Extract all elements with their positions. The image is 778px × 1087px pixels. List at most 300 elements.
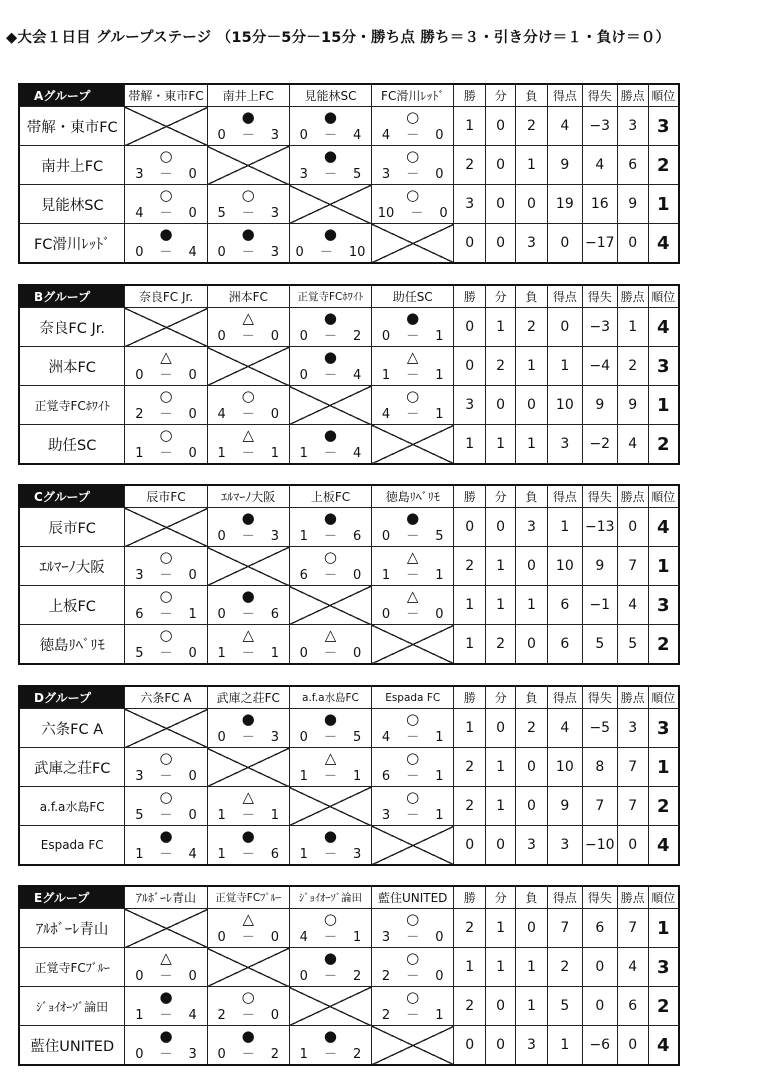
stat-header: 得失 xyxy=(582,285,617,308)
stat-value: 9 xyxy=(547,787,582,826)
stat-header: 順位 xyxy=(648,84,679,107)
column-team-name: 六条FC A xyxy=(125,686,207,709)
stat-value: 2 xyxy=(454,547,486,586)
match-score xyxy=(125,769,206,784)
score-dash: － xyxy=(241,1008,255,1023)
match-score xyxy=(208,930,289,945)
match-score xyxy=(208,128,289,143)
match-result xyxy=(372,308,454,347)
goals-for: 4 xyxy=(381,128,391,143)
score-dash: － xyxy=(319,245,333,260)
stat-value: −3 xyxy=(582,308,617,347)
score-dash: － xyxy=(406,167,420,182)
match-result xyxy=(207,425,289,465)
match-score xyxy=(208,329,289,344)
stat-value: 6 xyxy=(617,146,648,185)
score-dash: － xyxy=(406,607,420,622)
result-mark: △ xyxy=(242,426,254,444)
column-team-name: 奈良FC Jr. xyxy=(125,285,207,308)
match-score xyxy=(290,245,371,260)
goals-against: 1 xyxy=(352,769,362,784)
match-result xyxy=(207,1026,289,1066)
match-result xyxy=(372,508,454,547)
goals-for: 1 xyxy=(299,769,308,784)
self-match-cell xyxy=(289,787,371,826)
result-mark: ○ xyxy=(323,910,337,928)
stat-header: 分 xyxy=(486,84,516,107)
goals-against: 0 xyxy=(435,167,444,182)
match-score xyxy=(372,167,453,182)
row-team-name: 六条FC A xyxy=(19,709,125,748)
score-dash: － xyxy=(323,128,337,143)
column-team-name: ｴﾙﾏｰﾉ大阪 xyxy=(207,485,289,508)
match-score xyxy=(125,368,206,383)
goals-against: 5 xyxy=(352,167,362,182)
goals-for: 0 xyxy=(135,368,144,383)
result-mark: ● xyxy=(323,147,337,165)
stat-value: 0 xyxy=(454,1026,486,1066)
goals-against: 5 xyxy=(435,529,444,544)
goals-for: 3 xyxy=(381,167,391,182)
match-result xyxy=(289,1026,371,1066)
goals-against: 4 xyxy=(352,368,362,383)
goals-for: 0 xyxy=(381,529,391,544)
stat-header: 勝点 xyxy=(617,285,648,308)
goals-against: 4 xyxy=(352,446,362,461)
stat-value: 7 xyxy=(582,787,617,826)
match-score xyxy=(208,1047,289,1062)
goals-against: 0 xyxy=(188,568,197,583)
match-result xyxy=(289,146,371,185)
column-team-name: 正覚寺FCﾎﾜｲﾄ xyxy=(289,285,371,308)
stat-value: 0 xyxy=(486,386,516,425)
match-score xyxy=(125,607,206,622)
stat-value: 1 xyxy=(515,146,547,185)
stat-value: 0 xyxy=(582,987,617,1026)
score-dash: － xyxy=(323,446,337,461)
goals-against: 4 xyxy=(188,245,197,260)
result-mark: ○ xyxy=(159,587,173,605)
match-cell xyxy=(208,185,289,223)
group-table xyxy=(18,484,680,665)
match-result xyxy=(289,107,371,146)
match-score xyxy=(125,847,206,862)
rank-value: 2 xyxy=(648,787,679,826)
match-result xyxy=(207,909,289,948)
match-score xyxy=(125,568,206,583)
goals-against: 0 xyxy=(352,568,362,583)
match-score xyxy=(125,167,206,182)
goals-against: 1 xyxy=(435,769,444,784)
match-cell xyxy=(290,625,371,663)
match-result xyxy=(125,347,207,386)
goals-for: 3 xyxy=(135,167,144,182)
stat-value: 7 xyxy=(547,909,582,948)
goals-against: 0 xyxy=(270,329,280,344)
stat-header: 得失 xyxy=(582,84,617,107)
match-cell xyxy=(372,185,453,223)
header-row xyxy=(19,485,679,508)
rank-value: 3 xyxy=(648,347,679,386)
result-mark: △ xyxy=(406,587,419,605)
score-dash: － xyxy=(159,847,173,862)
goals-against: 0 xyxy=(435,128,444,143)
stat-value: 0 xyxy=(486,709,516,748)
score-dash: － xyxy=(159,808,173,823)
stat-value: 1 xyxy=(486,308,516,347)
match-score xyxy=(125,1047,206,1062)
self-match-cell xyxy=(289,386,371,425)
stat-value: 0 xyxy=(515,748,547,787)
result-mark: ○ xyxy=(406,749,420,767)
row-team-name: Espada FC xyxy=(19,826,125,866)
stat-value: −2 xyxy=(582,425,617,465)
page-title: ◆大会１日目 グループステージ （15分－5分－15分・勝ち点 勝ち＝３・引き分け＝１・負け＝０） xyxy=(6,30,671,46)
table-row xyxy=(19,146,679,185)
match-cell xyxy=(372,586,453,624)
stat-value: 9 xyxy=(582,386,617,425)
self-match-cell xyxy=(372,625,454,665)
stat-value: 0 xyxy=(486,224,516,264)
result-mark: △ xyxy=(242,910,254,928)
self-match-cell xyxy=(207,547,289,586)
stat-header: 分 xyxy=(486,686,516,709)
self-match-cell xyxy=(207,748,289,787)
match-score xyxy=(290,329,371,344)
match-result xyxy=(289,347,371,386)
goals-for: 1 xyxy=(217,847,226,862)
stat-value: 4 xyxy=(617,586,648,625)
group-name: Aグループ xyxy=(19,84,125,107)
group-name: Dグループ xyxy=(19,686,125,709)
match-result xyxy=(289,948,371,987)
match-cell xyxy=(290,826,371,864)
match-result xyxy=(372,586,454,625)
stat-value: 2 xyxy=(454,909,486,948)
result-mark: ● xyxy=(406,309,420,327)
goals-for: 3 xyxy=(135,769,144,784)
table-row xyxy=(19,909,679,948)
stat-header: 得点 xyxy=(547,84,582,107)
stat-header: 得点 xyxy=(547,485,582,508)
result-mark: ● xyxy=(406,509,420,527)
match-cell xyxy=(290,748,371,786)
score-dash: － xyxy=(323,568,337,583)
match-score xyxy=(372,368,453,383)
goals-against: 1 xyxy=(435,568,444,583)
rank-value: 2 xyxy=(648,625,679,665)
match-cell xyxy=(372,146,453,184)
row-team-name: 辰市FC xyxy=(19,508,125,547)
score-dash: － xyxy=(406,1008,420,1023)
match-result xyxy=(289,224,371,264)
match-score xyxy=(372,206,453,221)
match-score xyxy=(125,407,206,422)
score-dash: － xyxy=(159,368,173,383)
match-score xyxy=(208,646,289,661)
goals-for: 0 xyxy=(217,329,226,344)
goals-for: 2 xyxy=(217,1008,226,1023)
stat-value: 0 xyxy=(486,146,516,185)
goals-for: 0 xyxy=(299,646,308,661)
match-score xyxy=(208,847,289,862)
score-dash: － xyxy=(241,607,255,622)
stat-header: 順位 xyxy=(648,485,679,508)
row-team-name: FC滑川ﾚｯﾄﾞ xyxy=(19,224,125,264)
match-cell xyxy=(290,224,371,262)
column-team-name: ｱﾙﾎﾞｰﾚ青山 xyxy=(125,886,207,909)
stat-value: 1 xyxy=(454,107,486,146)
column-team-name: 徳島ﾘﾍﾞﾘﾓ xyxy=(372,485,454,508)
result-mark: ● xyxy=(323,348,337,366)
stat-value: 19 xyxy=(547,185,582,224)
score-dash: － xyxy=(159,769,173,784)
goals-for: 1 xyxy=(217,446,226,461)
self-match-cell xyxy=(372,224,454,264)
match-result xyxy=(125,748,207,787)
goals-for: 0 xyxy=(217,245,226,260)
match-score xyxy=(125,808,206,823)
score-dash: － xyxy=(159,568,173,583)
stat-value: 4 xyxy=(617,425,648,465)
stat-value: 0 xyxy=(486,987,516,1026)
match-cell xyxy=(290,909,371,947)
result-mark: ○ xyxy=(406,788,420,806)
goals-against: 3 xyxy=(270,529,280,544)
row-team-name: ｼﾞｮｲｵｰｿﾞ論田 xyxy=(19,987,125,1026)
match-cell xyxy=(372,987,453,1025)
goals-for: 4 xyxy=(381,407,391,422)
table-row xyxy=(19,709,679,748)
score-dash: － xyxy=(323,969,337,984)
match-score xyxy=(290,1047,371,1062)
result-mark: △ xyxy=(406,548,419,566)
rank-value: 2 xyxy=(648,146,679,185)
stat-value: 2 xyxy=(547,948,582,987)
match-score xyxy=(290,368,371,383)
self-match-cell xyxy=(372,826,454,866)
stat-value: 6 xyxy=(617,987,648,1026)
group-table xyxy=(18,885,680,1066)
goals-for: 10 xyxy=(377,206,395,221)
stat-value: 3 xyxy=(547,826,582,866)
result-mark: ○ xyxy=(159,186,173,204)
score-dash: － xyxy=(323,930,337,945)
match-result xyxy=(125,386,207,425)
stat-value: 2 xyxy=(515,709,547,748)
rank-value: 1 xyxy=(648,185,679,224)
group-name: Eグループ xyxy=(19,886,125,909)
table-row xyxy=(19,748,679,787)
score-dash: － xyxy=(241,407,255,422)
score-dash: － xyxy=(241,446,255,461)
goals-for: 1 xyxy=(217,646,226,661)
match-score xyxy=(208,808,289,823)
stat-value: 0 xyxy=(454,508,486,547)
match-cell xyxy=(290,1026,371,1064)
goals-for: 2 xyxy=(381,969,391,984)
match-cell xyxy=(372,748,453,786)
result-mark: ● xyxy=(323,426,337,444)
row-team-name: ｱﾙﾎﾞｰﾚ青山 xyxy=(19,909,125,948)
score-dash: － xyxy=(406,930,420,945)
table-row xyxy=(19,547,679,586)
goals-against: 0 xyxy=(188,808,197,823)
result-mark: △ xyxy=(324,749,337,767)
goals-against: 0 xyxy=(435,969,444,984)
goals-against: 1 xyxy=(435,368,444,383)
stat-value: 3 xyxy=(515,508,547,547)
stat-value: −5 xyxy=(582,709,617,748)
stat-header: 得点 xyxy=(547,285,582,308)
goals-against: 0 xyxy=(435,607,444,622)
row-team-name: 藍住UNITED xyxy=(19,1026,125,1066)
match-cell xyxy=(208,787,289,825)
stat-value: 3 xyxy=(515,1026,547,1066)
match-score xyxy=(372,769,453,784)
result-mark: ● xyxy=(323,710,337,728)
match-score xyxy=(290,646,371,661)
score-dash: － xyxy=(323,1047,337,1062)
stat-header: 負 xyxy=(515,485,547,508)
goals-against: 1 xyxy=(435,730,444,745)
goals-for: 0 xyxy=(217,730,226,745)
stat-header: 分 xyxy=(486,485,516,508)
stat-value: 0 xyxy=(582,948,617,987)
match-result xyxy=(289,547,371,586)
score-dash: － xyxy=(323,167,337,182)
match-score xyxy=(372,407,453,422)
match-score xyxy=(372,529,453,544)
goals-for: 1 xyxy=(299,847,308,862)
result-mark: ○ xyxy=(323,548,337,566)
score-dash: － xyxy=(406,368,420,383)
stat-value: 0 xyxy=(617,826,648,866)
column-team-name: 帯解・東市FC xyxy=(125,84,207,107)
result-mark: ● xyxy=(241,108,255,126)
match-score xyxy=(290,730,371,745)
column-team-name: 正覚寺FCﾌﾞﾙｰ xyxy=(207,886,289,909)
match-cell xyxy=(125,224,206,262)
table-row xyxy=(19,347,679,386)
stat-value: 1 xyxy=(486,787,516,826)
match-cell xyxy=(290,547,371,585)
group-table xyxy=(18,83,680,264)
match-result xyxy=(125,547,207,586)
table-row xyxy=(19,586,679,625)
result-mark: △ xyxy=(242,626,254,644)
match-score xyxy=(208,1008,289,1023)
stat-value: −4 xyxy=(582,347,617,386)
match-score xyxy=(125,1008,206,1023)
goals-for: 1 xyxy=(135,847,144,862)
match-result xyxy=(372,107,454,146)
stat-value: 3 xyxy=(454,185,486,224)
stat-header: 順位 xyxy=(648,686,679,709)
stat-value: 3 xyxy=(454,386,486,425)
self-match-cell xyxy=(125,107,207,146)
score-dash: － xyxy=(241,529,255,544)
result-mark: △ xyxy=(160,949,172,967)
rank-value: 1 xyxy=(648,909,679,948)
match-score xyxy=(290,769,371,784)
goals-against: 3 xyxy=(188,1047,197,1062)
match-cell xyxy=(125,386,206,424)
result-mark: ○ xyxy=(406,949,420,967)
goals-against: 0 xyxy=(188,446,197,461)
result-mark: ○ xyxy=(159,426,173,444)
stat-value: 1 xyxy=(547,1026,582,1066)
score-dash: － xyxy=(241,730,255,745)
goals-for: 1 xyxy=(381,368,391,383)
goals-for: 0 xyxy=(217,607,226,622)
score-dash: － xyxy=(241,245,255,260)
result-mark: ● xyxy=(323,1027,337,1045)
stat-header: 順位 xyxy=(648,285,679,308)
table-row xyxy=(19,224,679,264)
goals-against: 10 xyxy=(348,245,366,260)
header-row xyxy=(19,285,679,308)
column-team-name: 藍住UNITED xyxy=(372,886,454,909)
goals-for: 1 xyxy=(299,529,308,544)
score-dash: － xyxy=(323,730,337,745)
match-cell xyxy=(125,948,206,986)
match-cell xyxy=(208,625,289,663)
stat-value: 7 xyxy=(617,547,648,586)
goals-for: 4 xyxy=(217,407,226,422)
goals-for: 0 xyxy=(299,969,308,984)
column-team-name: 助任SC xyxy=(372,285,454,308)
match-score xyxy=(125,646,206,661)
rank-value: 4 xyxy=(648,308,679,347)
stat-header: 勝点 xyxy=(617,686,648,709)
match-result xyxy=(125,185,207,224)
match-score xyxy=(208,446,289,461)
score-dash: － xyxy=(406,407,420,422)
stat-value: 5 xyxy=(617,625,648,665)
match-cell xyxy=(125,586,206,624)
match-cell xyxy=(125,347,206,385)
match-result xyxy=(207,107,289,146)
result-mark: ○ xyxy=(159,749,173,767)
score-dash: － xyxy=(410,206,424,221)
score-dash: － xyxy=(406,128,420,143)
goals-against: 1 xyxy=(270,446,280,461)
self-match-cell xyxy=(289,185,371,224)
goals-for: 6 xyxy=(299,568,308,583)
goals-against: 1 xyxy=(352,930,362,945)
result-mark: ○ xyxy=(406,387,420,405)
match-result xyxy=(372,909,454,948)
header-row xyxy=(19,686,679,709)
table-row xyxy=(19,386,679,425)
score-dash: － xyxy=(323,769,337,784)
result-mark: ● xyxy=(323,225,337,243)
match-cell xyxy=(290,347,371,385)
row-team-name: ｴﾙﾏｰﾉ大阪 xyxy=(19,547,125,586)
self-match-cell xyxy=(372,425,454,465)
match-score xyxy=(208,206,289,221)
result-mark: ○ xyxy=(241,186,255,204)
stat-value: 0 xyxy=(454,224,486,264)
score-dash: － xyxy=(323,329,337,344)
match-result xyxy=(125,787,207,826)
goals-against: 0 xyxy=(270,930,280,945)
match-result xyxy=(372,787,454,826)
goals-against: 4 xyxy=(188,847,197,862)
self-match-cell xyxy=(125,709,207,748)
stat-value: 0 xyxy=(515,547,547,586)
